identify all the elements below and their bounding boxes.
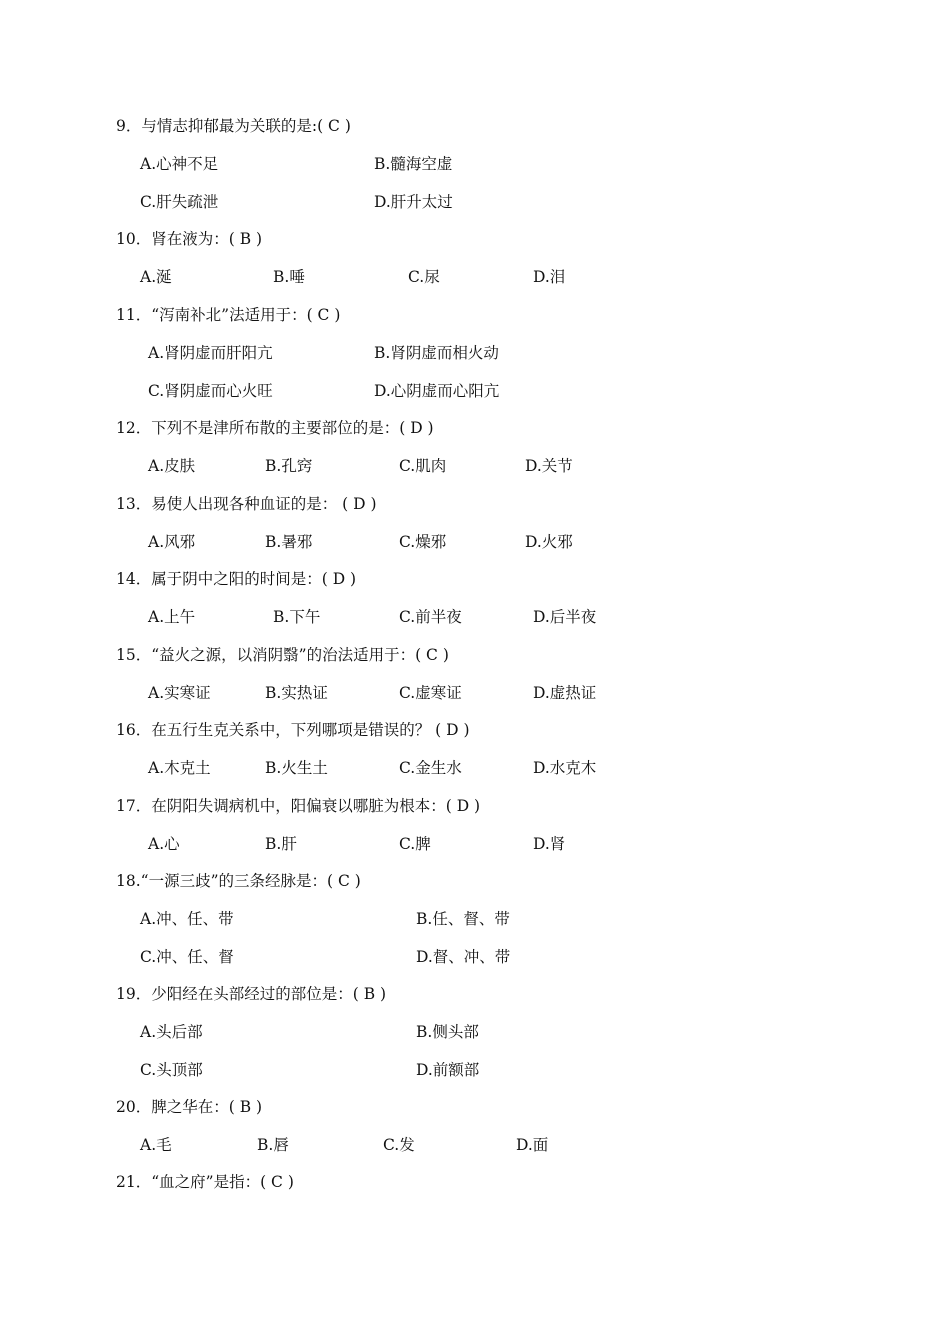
option: B.髓海空虚 [374, 155, 453, 173]
question-stem: 12．下列不是津所布散的主要部位的是：( D ) [116, 419, 434, 437]
option: A.心 [148, 835, 180, 853]
option: D.关节 [525, 457, 573, 475]
option: D.火邪 [525, 533, 573, 551]
option: A.木克土 [148, 759, 211, 777]
option: D.心阴虚而心阳亢 [374, 382, 500, 400]
option: B.孔窍 [265, 457, 313, 475]
option: C.前半夜 [399, 608, 462, 626]
option: C.肾阴虚而心火旺 [148, 382, 273, 400]
option: D.面 [516, 1136, 549, 1154]
option: B.侧头部 [416, 1023, 479, 1041]
question-stem: 16．在五行生克关系中，下列哪项是错误的？ ( D ) [116, 721, 470, 739]
option: B.暑邪 [265, 533, 313, 551]
option: D.肾 [533, 835, 566, 853]
question-stem: 20．脾之华在：( B ) [116, 1098, 263, 1116]
question-stem: 19．少阳经在头部经过的部位是：( B ) [116, 985, 387, 1003]
option: C.发 [383, 1136, 415, 1154]
option: A.皮肤 [148, 457, 196, 475]
option: A.上午 [148, 608, 196, 626]
question-stem: 15．“益火之源，以消阴翳”的治法适用于：( C ) [116, 646, 449, 664]
option: C.燥邪 [399, 533, 447, 551]
question-stem: 17．在阴阳失调病机中，阳偏衰以哪脏为根本：( D ) [116, 797, 481, 815]
option: C.肝失疏泄 [140, 193, 219, 211]
option: B.任、督、带 [416, 910, 510, 928]
question-stem: 21．“血之府”是指：( C ) [116, 1173, 294, 1191]
option: A.风邪 [148, 533, 196, 551]
option: B.实热证 [265, 684, 328, 702]
option: D.督、冲、带 [416, 948, 511, 966]
option: B.唇 [257, 1136, 289, 1154]
option: C.冲、任、督 [140, 948, 234, 966]
question-stem: 18.“一源三歧”的三条经脉是：( C ) [116, 872, 361, 890]
option: A.实寒证 [148, 684, 211, 702]
option: A.涎 [140, 268, 172, 286]
option: C.虚寒证 [399, 684, 462, 702]
option: D.水克木 [533, 759, 597, 777]
option: D.前额部 [416, 1061, 480, 1079]
option: B.下午 [273, 608, 321, 626]
option: C.肌肉 [399, 457, 447, 475]
question-stem: 14．属于阴中之阳的时间是：( D ) [116, 570, 357, 588]
question-stem: 11．“泻南补北”法适用于：( C ) [116, 306, 341, 324]
option: A.头后部 [140, 1023, 203, 1041]
option: C.尿 [408, 268, 440, 286]
option: D.后半夜 [533, 608, 597, 626]
option: A.冲、任、带 [140, 910, 234, 928]
option: C.金生水 [399, 759, 462, 777]
option: B.火生土 [265, 759, 328, 777]
question-stem: 10．肾在液为：( B ) [116, 230, 263, 248]
option: A.心神不足 [140, 155, 219, 173]
option: B.唾 [273, 268, 305, 286]
option: D.虚热证 [533, 684, 597, 702]
option: C.头顶部 [140, 1061, 203, 1079]
option: A.肾阴虚而肝阳亢 [148, 344, 273, 362]
option: D.肝升太过 [374, 193, 453, 211]
question-stem: 13．易使人出现各种血证的是： ( D ) [116, 495, 377, 513]
option: B.肾阴虚而相火动 [374, 344, 499, 362]
option: B.肝 [265, 835, 297, 853]
option: C.脾 [399, 835, 431, 853]
option: D.泪 [533, 268, 566, 286]
option: A.毛 [140, 1136, 172, 1154]
question-stem: 9．与情志抑郁最为关联的是:( C ) [116, 117, 351, 135]
